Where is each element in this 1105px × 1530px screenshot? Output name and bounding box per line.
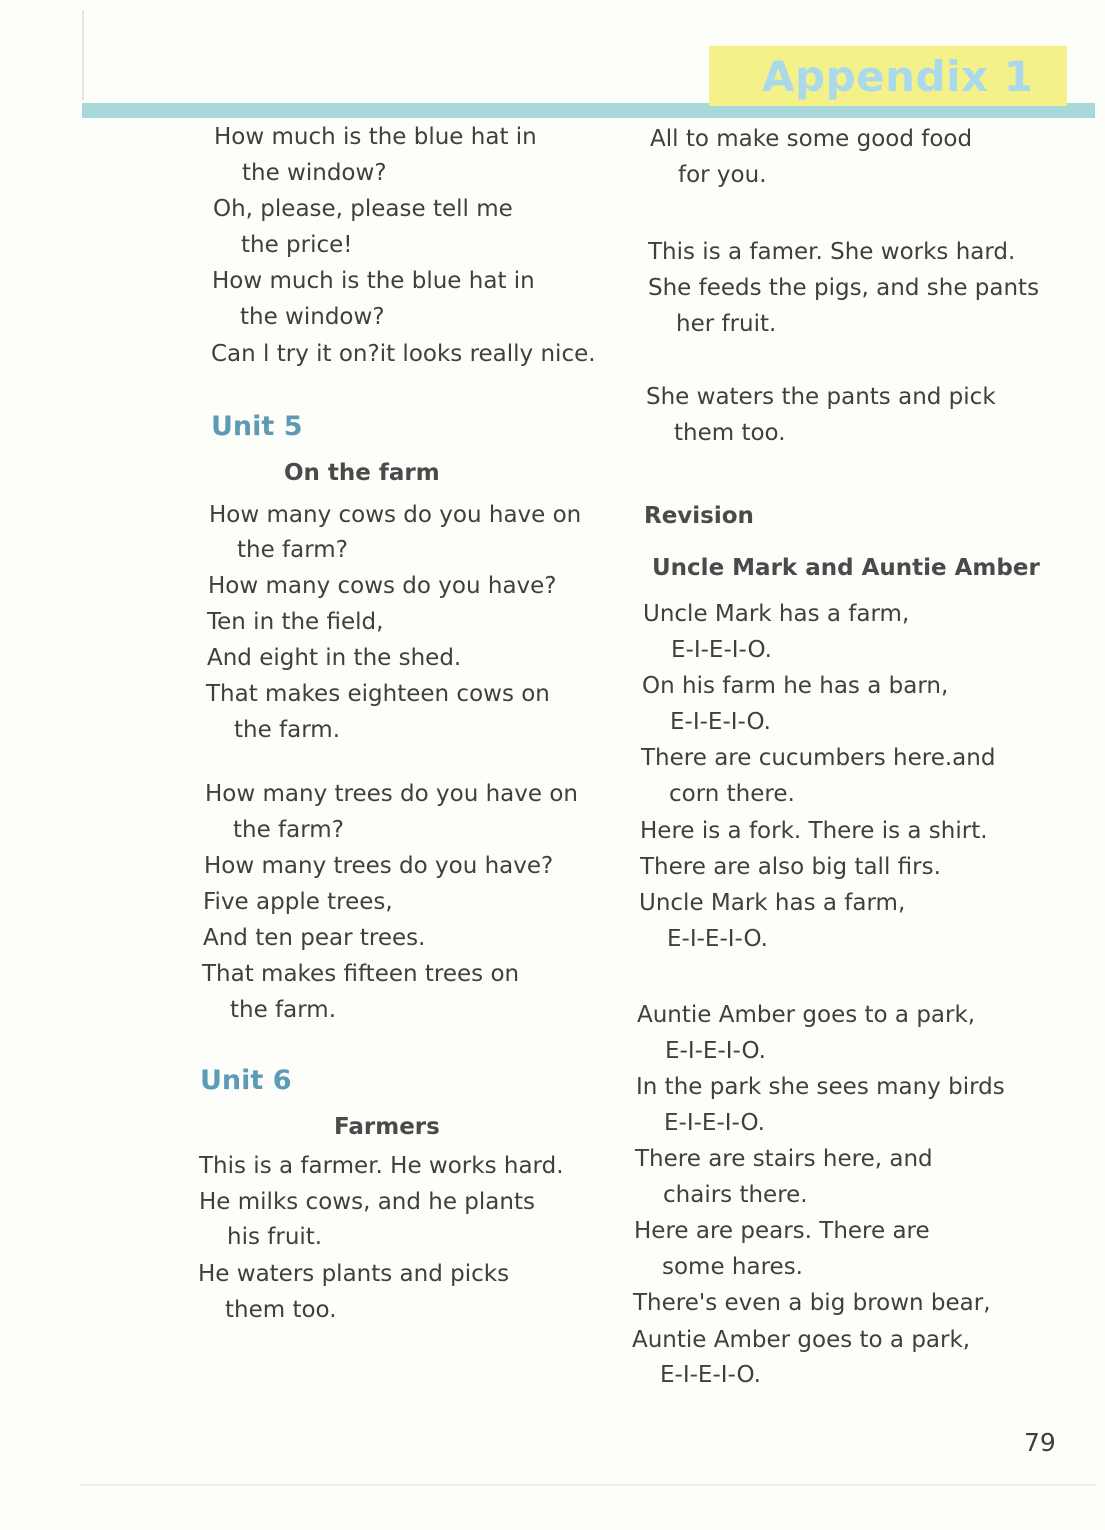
text-line: All to make some good food: [650, 126, 973, 152]
text-line: E-I-E-I-O.: [660, 1362, 761, 1388]
text-line: How much is the blue hat in: [214, 124, 537, 150]
text-line: Five apple trees,: [203, 889, 393, 915]
song-title: Farmers: [334, 1114, 440, 1140]
text-line: Auntie Amber goes to a park,: [632, 1327, 971, 1353]
text-line: That makes eighteen cows on: [206, 681, 550, 707]
text-line: There are cucumbers here.and: [641, 745, 996, 771]
text-line: He milks cows, and he plants: [199, 1189, 535, 1215]
text-line: Auntie Amber goes to a park,: [637, 1002, 976, 1028]
page-bottom-edge: [80, 1484, 1095, 1486]
text-line: That makes fifteen trees on: [202, 961, 520, 987]
text-line: them too.: [674, 420, 786, 446]
text-line: Here are pears. There are: [634, 1218, 930, 1244]
text-line: the farm?: [233, 817, 344, 843]
text-line: There are stairs here, and: [635, 1146, 933, 1172]
text-line: How many cows do you have on: [209, 502, 582, 528]
text-line: E-I-E-I-O.: [671, 637, 772, 663]
text-line: Can l try it on?it looks really nice.: [211, 341, 596, 367]
text-line: How many cows do you have?: [208, 573, 557, 599]
text-line: He waters plants and picks: [198, 1261, 510, 1287]
page-edge-line: [82, 10, 84, 100]
text-line: Ten in the field,: [207, 609, 384, 635]
text-line: This is a farmer. He works hard.: [199, 1153, 564, 1179]
text-line: E-I-E-I-O.: [664, 1110, 765, 1136]
text-line: E-I-E-I-O.: [665, 1038, 766, 1064]
text-line: the farm.: [234, 717, 341, 743]
text-line: the farm.: [230, 997, 337, 1023]
text-line: And eight in the shed.: [207, 645, 462, 671]
text-line: In the park she sees many birds: [636, 1074, 1005, 1100]
text-line: On his farm he has a barn,: [642, 673, 949, 699]
text-line: Uncle Mark has a farm,: [639, 890, 906, 916]
text-line: for you.: [678, 162, 767, 188]
text-line: How many trees do you have on: [205, 781, 578, 807]
text-line: She feeds the pigs, and she pants: [648, 275, 1040, 301]
text-line: E-I-E-I-O.: [670, 709, 771, 735]
text-line: the window?: [240, 304, 385, 330]
text-line: There are also big tall firs.: [640, 854, 941, 880]
text-line: corn there.: [669, 781, 795, 807]
text-line: the price!: [241, 232, 353, 258]
text-line: chairs there.: [663, 1182, 808, 1208]
text-line: his fruit.: [227, 1224, 323, 1250]
text-line: She waters the pants and pick: [646, 384, 996, 410]
text-line: E-I-E-I-O.: [667, 926, 768, 952]
text-line: her fruit.: [676, 311, 777, 337]
text-line: the window?: [242, 160, 387, 186]
text-line: Oh, please, please tell me: [213, 196, 513, 222]
text-line: There's even a big brown bear,: [633, 1290, 991, 1316]
text-line: Uncle Mark has a farm,: [643, 601, 910, 627]
text-line: And ten pear trees.: [203, 925, 426, 951]
revision-heading: Revision: [644, 503, 754, 529]
unit-5-heading: Unit 5: [211, 411, 303, 442]
text-line: the farm?: [237, 537, 348, 563]
page-title: Appendix 1: [762, 52, 1034, 101]
song-title: On the farm: [284, 460, 440, 486]
text-line: How much is the blue hat in: [212, 268, 535, 294]
text-line: some hares.: [662, 1254, 803, 1280]
text-line: This is a famer. She works hard.: [648, 239, 1016, 265]
text-line: Here is a fork. There is a shirt.: [640, 818, 988, 844]
page-number: 79: [1024, 1428, 1056, 1457]
unit-6-heading: Unit 6: [200, 1065, 292, 1096]
text-line: How many trees do you have?: [204, 853, 554, 879]
text-line: them too.: [225, 1297, 337, 1323]
song-title: Uncle Mark and Auntie Amber: [652, 555, 1040, 581]
